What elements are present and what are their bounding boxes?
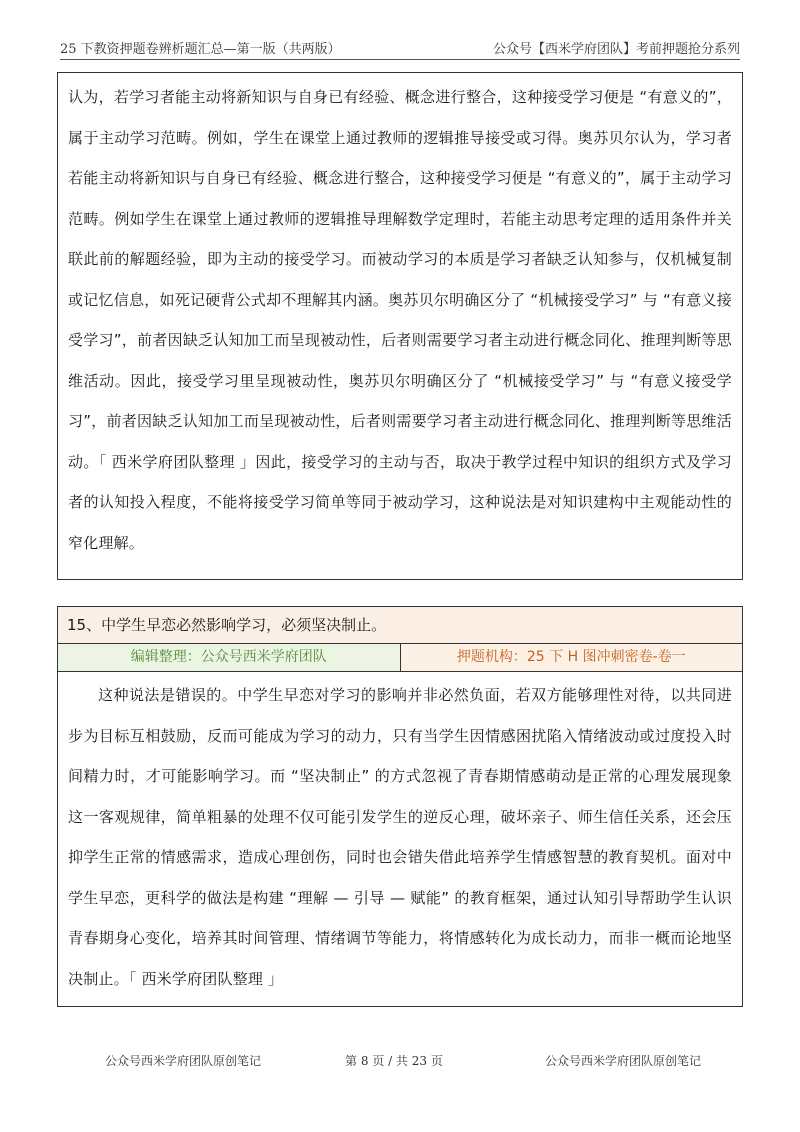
editor-credit: 编辑整理：公众号西米学府团队: [58, 644, 401, 671]
header-series-title: 公众号【西米学府团队】考前押题抢分系列: [492, 42, 740, 57]
answer-15-text: 这种说法是错误的。中学生早恋对学习的影响并非必然负面，若双方能够理性对待，以共同进步为目标互相鼓励，反而可能成为学习的动力，只有当学生因情感困扰陷入情绪波动或过度投入时间精力时，才可能影响学习。而 “坚决制止” 的方式忽视了青春期情感萌动是正常的心理发展现象这一客观规律，简单粗暴的处理不仅可能引发学生的逆反心理，破坏亲子、师生信任关系，还会压抑学生正常的情感需求，造成心理创伤，同时也会错失借此培养学生情感智慧的教育契机。面对中学生早恋，更科学的做法是构建 “理解 — 引导 — 赋能” 的教育框架，通过认知引导帮助学生认识青春期身心变化，培养其时间管理、情绪调节等能力，将情感转化为成长动力，而非一概而论地坚决制止。「 西米学府团队整理 」: [68, 686, 732, 988]
source-credit: 押题机构：25 下 H 图冲刺密卷-卷一: [401, 644, 743, 671]
page-header: [60, 30, 740, 60]
answer-14-text: 认为，若学习者能主动将新知识与自身已有经验、概念进行整合，这种接受学习便是 “有意义的”，属于主动学习范畴。例如，学生在课堂上通过教师的逻辑推导接受或习得。奥苏贝尔认为，学习者若能主动将新知识与自身已有经验、概念进行整合，这种接受学习便是 “有意义的”，属于主动学习范畴。例如学生在课堂上通过教师的逻辑推导理解数学定理时，若能主动思考定理的适用条件并关联此前的解题经验，即为主动的接受学习。而被动学习的本质是学习者缺乏认知参与，仅机械复制或记忆信息，如死记硬背公式却不理解其内涵。奥苏贝尔明确区分了 “机械接受学习” 与 “有意义接受学习”，前者因缺乏认知加工而呈现被动性，后者则需要学习者主动进行概念同化、推理判断等思维活动。因此，接受学习里呈现被动性，奥苏贝尔明确区分了 “机械接受学习” 与 “有意义接受学习”，前者因缺乏认知加工而呈现被动性，后者则需要学习者主动进行概念同化、推理判断等思维活动。「 西米学府团队整理 」因此，接受学习的主动与否，取决于教学过程中知识的组织方式及学习者的认知投入程度，不能将接受学习简单等同于被动学习，这种说法是对知识建构中主观能动性的窄化理解。: [68, 88, 732, 552]
page-number: 第 8 页 / 共 23 页: [345, 1054, 443, 1068]
page-footer: [0, 1052, 800, 1074]
answer-box-15: [57, 671, 743, 1007]
question-15-meta: [57, 643, 743, 672]
header-rule: [60, 59, 740, 60]
footer-left-note: 公众号西米学府团队原创笔记: [105, 1054, 262, 1068]
question-15-title: 15、中学生早恋必然影响学习，必须坚决制止。: [57, 606, 743, 644]
header-doc-title: 25 下教资押题卷辨析题汇总—第一版（共两版）: [60, 42, 341, 57]
answer-box-continued: [57, 72, 743, 580]
footer-right-note: 公众号西米学府团队原创笔记: [545, 1054, 702, 1068]
